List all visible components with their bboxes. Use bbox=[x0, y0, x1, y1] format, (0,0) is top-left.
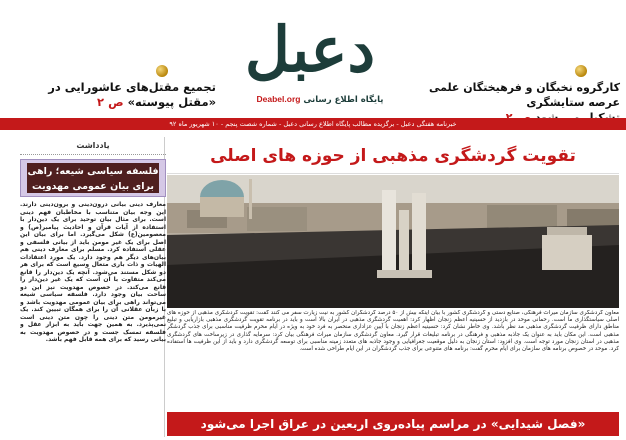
site-url[interactable]: Deabel.org bbox=[256, 94, 301, 104]
pin-icon bbox=[575, 65, 587, 77]
issue-info-strip: خبرنامه هفتگی دعبل - برگزیده مطالب پایگاه اطلاع رسانی دعبل - شماره شصت پنجم - ۱۰ شهریور ماه ۹۲ bbox=[0, 118, 626, 130]
pin-icon bbox=[156, 65, 168, 77]
sidebar-title: فلسفه سیاسی شیعه؛ راهی برای بیان عمومی مهدویت bbox=[27, 163, 159, 193]
newspaper-logo: دعبل bbox=[244, 13, 376, 86]
teaser-left-page: ص ۲ bbox=[97, 95, 124, 109]
main-headline[interactable]: تقویت گردشگری مذهبی از حوزه های اصلی bbox=[167, 139, 619, 174]
teaser-left[interactable] bbox=[8, 80, 216, 110]
tagline-text: پایگاه اطلاع رسانی bbox=[303, 95, 384, 105]
teaser-left-line2: «مقتل پیوسته» bbox=[127, 95, 216, 109]
site-tagline bbox=[245, 94, 395, 108]
section-label: یادداشت bbox=[20, 141, 166, 155]
hero-photo bbox=[167, 175, 619, 308]
bottom-headline[interactable]: «فصل شیدایی» در مراسم پیاده‌روی اربعین در عراق اجرا می‌شود bbox=[167, 412, 619, 436]
main-story-body: معاون گردشگری سازمان میراث فرهنگی، صنایع دستی و گردشگری کشور با بیان اینکه بیش از ۵۰ درصد گردشگران کشور به نیت زیارت سفر می کنند گفت: تقویت گردشگری مذهبی از حوزه های اصلی سیاستگذاری ما است. رحمانی موحد در بازدید از حسینیه اعظم زنجان اظهار کرد: اهمیت گردشگری مذهبی در ایران بالا است و باید در برنامه تقویت گردشگری مذهبی بازاریابی و تبلیغ مناطق دارای ظرفیت گردشگری مذهبی مد نظر باشد. وی خاطر نشان کرد: حسینیه اعظم زنجان با آیین عزاداری منحصر به فرد خود به ویژه در ایام محرم ظرفیت مناسبی برای جذب گردشگر مذهبی است. این مکان باید به عنوان یک جاذبه مذهبی و فرهنگی در برنامه تبلیغات قرار گیرد. معاون گردشگری سازمان میراث فرهنگی بیان کرد: سرمایه گذاری در زیرساخت های گردشگری مذهبی در استان زنجان مورد توجه است. وی افزود: استان زنجان به دلیل موقعیت جغرافیایی و وجود جاذبه های متعدد زمینه مناسبی برای توسعه گردشگری دارد و باید از این ظرفیت ها استفاده کرد. موحد در خصوص برنامه های سازمان برای ایام محرم گفت: برنامه های متنوعی برای جذب گردشگران در این ایام طراحی شده است. bbox=[167, 310, 619, 353]
teaser-right-line1: کارگروه نخبگان و فرهیختگان علمی عرصه ستایشگری bbox=[428, 81, 620, 109]
teaser-left-line1: تجمیع مقتل‌های عاشورایی در bbox=[48, 80, 216, 94]
sidebar-body: معارف دینی بیانی درون‌دینی و برون‌دینی دارند. این وجه بیان متناسب با مخاطبان فهم دینی است. برای مثال بیان توحید برای یک دین‌دار با استفاده از آیات قرآن و احادیث پیامبر(ص) و معصومین(ع) شکل می‌گیرد. اما برای بیان این اصل برای یک غیر مومن باید از بیانی فلسفی و عقلی استفاده کرد. مسلم برای معارف دینی هم بیان‌های دیگر هم وجود دارد. یک مورد اعتقادات الهیات و ذات باری متعال وسیع است که برای هر دو شکل مستند می‌شود. آنچه یک دین‌دار را قانع می‌کند متفاوت با آن است که یک غیر دین‌دار را قانع می‌کند. در خصوص مهدویت نیز این دو ساحت بیان وجود دارد. فلسفه سیاسی شیعه می‌تواند راهی برای بیان عمومی مهدویت باشد و با زبان عقلانی آن را برای همگان تبیین کند. یک غیرمومن متن دینی را چون متن دینی است نمی‌پذیرد. به همین جهت باید به ابزار عقل و فلسفه تمسک جست و در خصوص مهدویت به بیانی رسید که برای همه قابل فهم باشد. bbox=[20, 201, 166, 343]
sidebar-title-box[interactable] bbox=[20, 159, 166, 197]
